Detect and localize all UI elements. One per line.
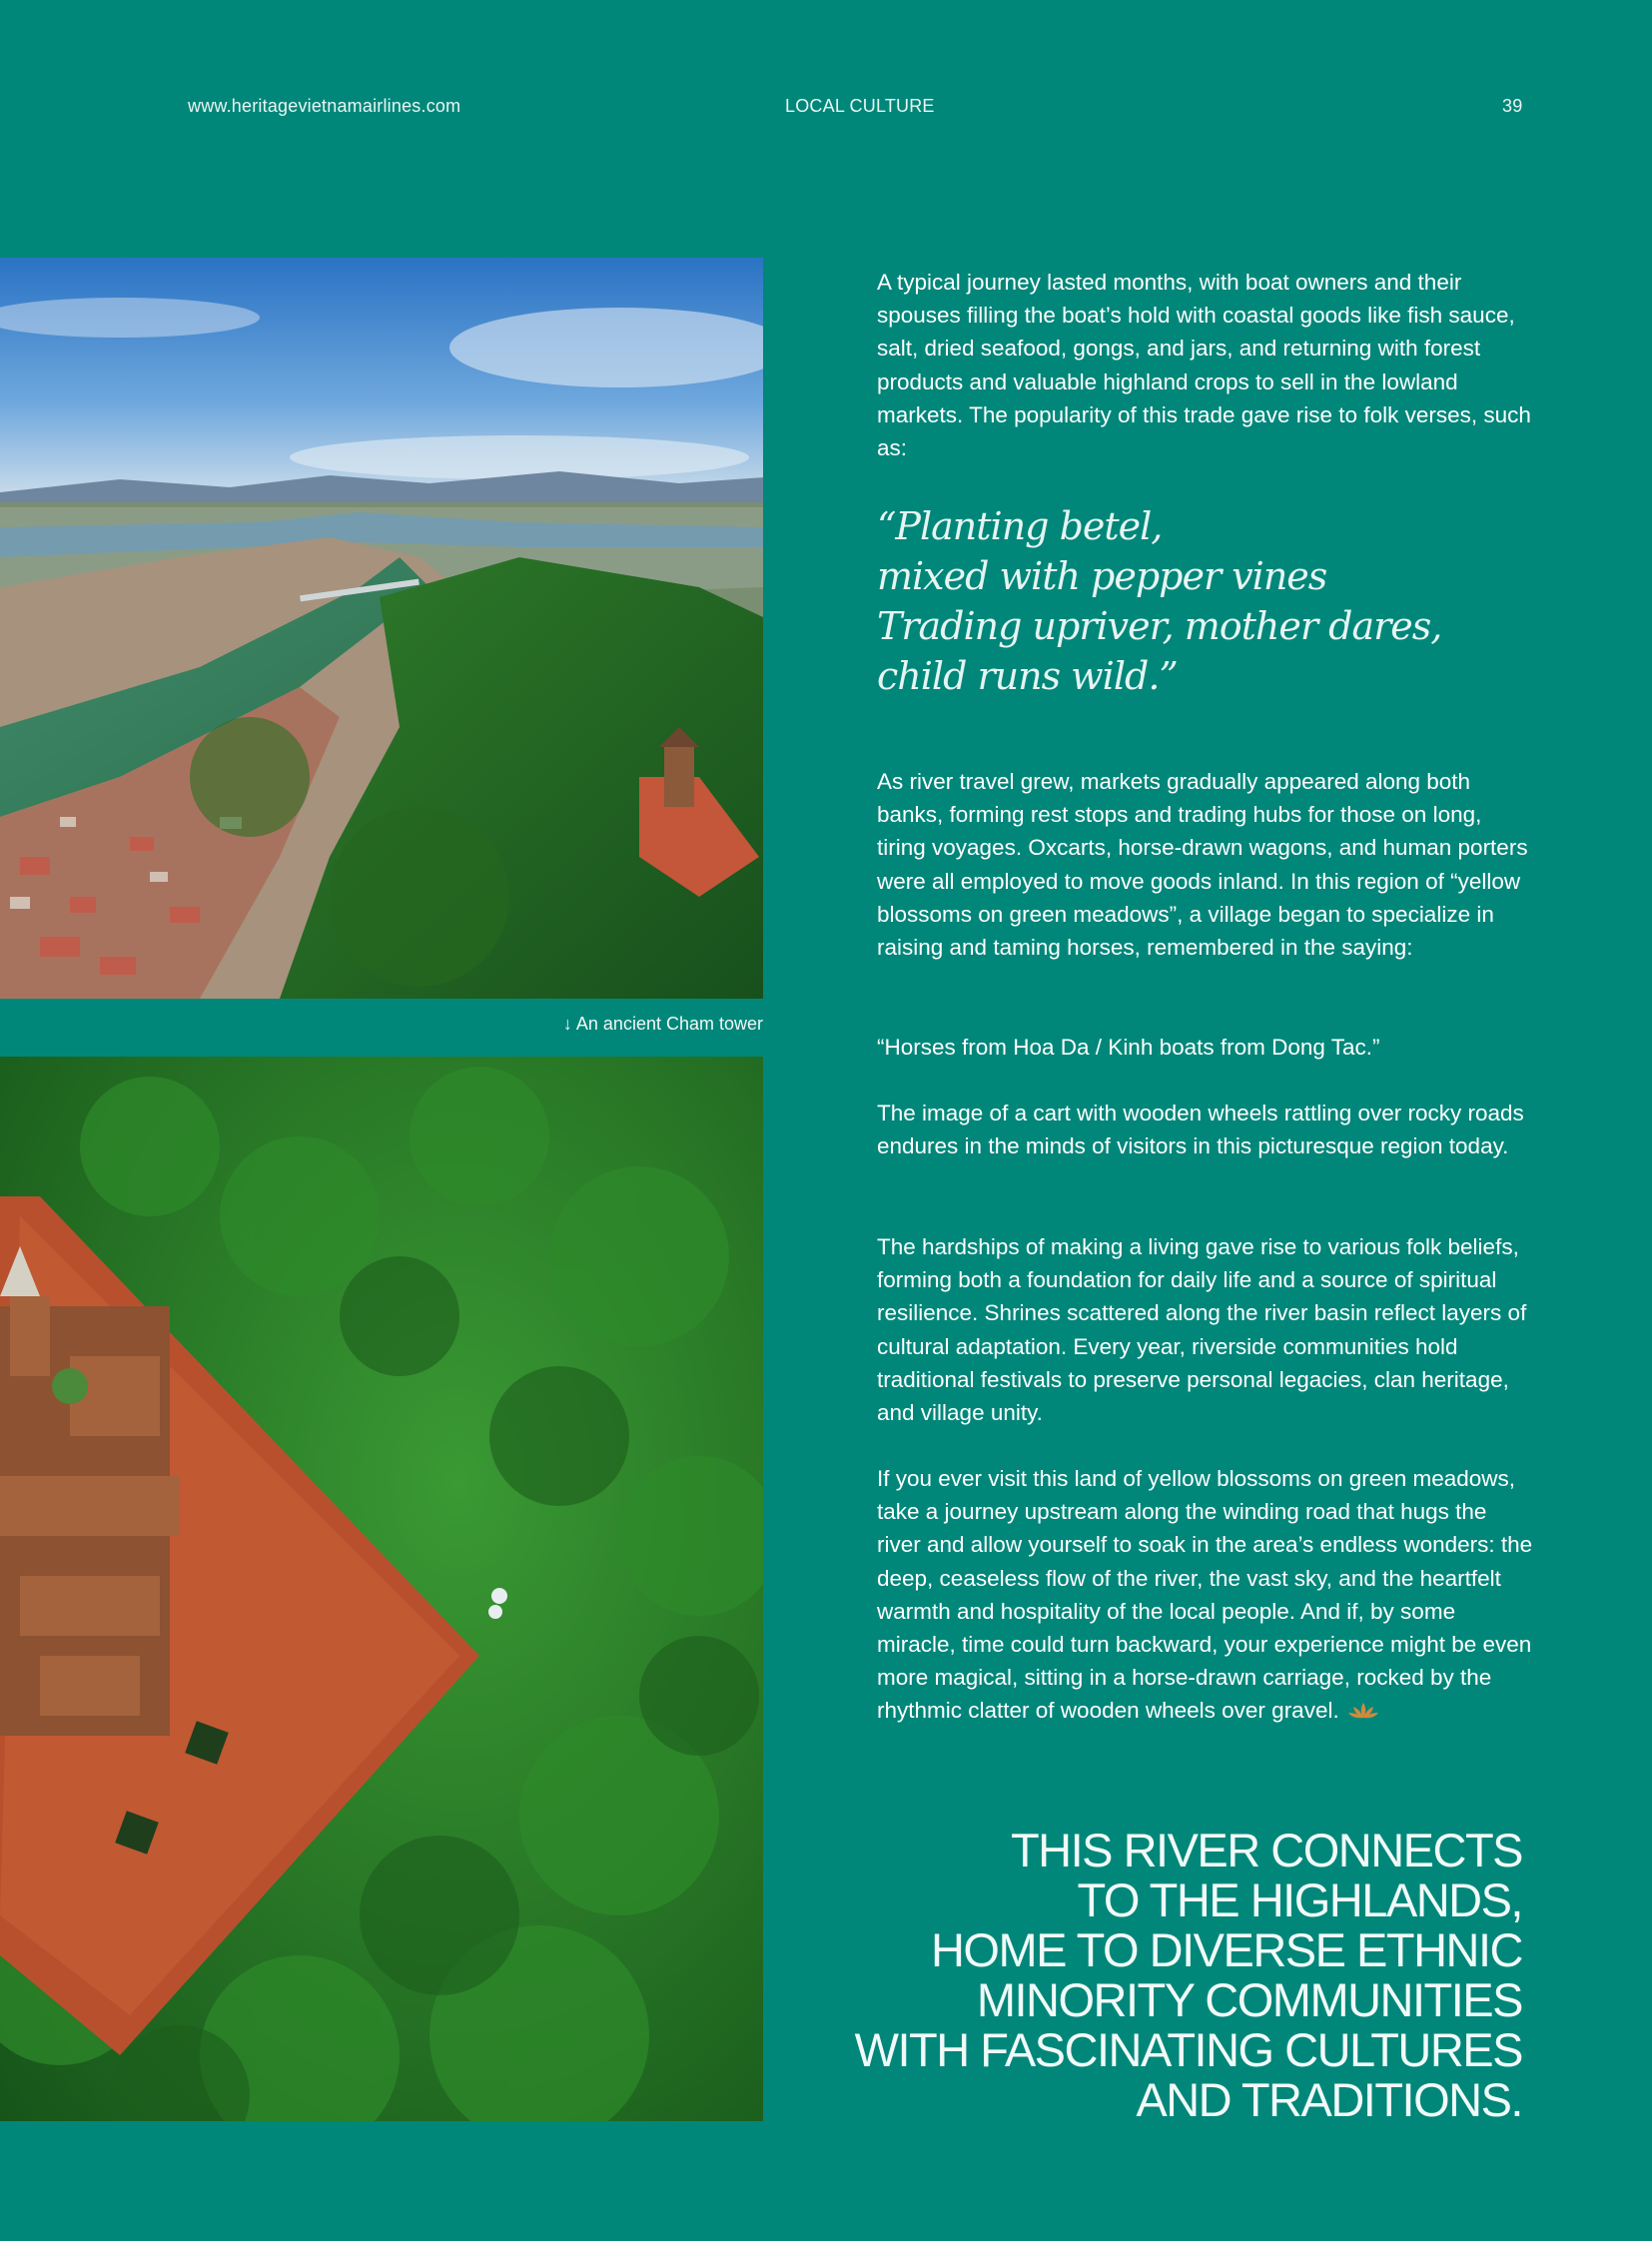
pull-quote-line: AND TRADITIONS. (1136, 2073, 1522, 2126)
photo-caption (563, 1014, 763, 1035)
arrow-down-icon: ↓ (562, 1014, 572, 1034)
cham-tower-photo (0, 1057, 763, 2121)
pull-quote-line: HOME TO DIVERSE ETHNIC (930, 1923, 1522, 1976)
verse-line: mixed with pepper vines (877, 554, 1327, 598)
pull-quote-line: TO THE HIGHLANDS, (1077, 1873, 1522, 1926)
pull-quote-line: THIS RIVER CONNECTS (1010, 1824, 1522, 1876)
aerial-river-photo (0, 258, 763, 999)
caption-text: An ancient Cham tower (575, 1014, 763, 1034)
folk-verse (877, 501, 1536, 701)
verse-line: child runs wild.” (877, 654, 1178, 698)
paragraph-visit-text: If you ever visit this land of yellow blossoms on green meadows, take a journey upstream along the winding road that hugs the river and allow yourself to soak in the area’s endless wonders: the deep, ceaseless flow of the river, the vast sky, and the heartfelt warmth and hospitality of the local people. And if, by some miracle, time could turn backward, your experience might be even more magical, sitting in a horse-drawn carriage, rocked by the rhythmic clatter of wooden wheels over gravel. (877, 1466, 1533, 1724)
paragraph-journey: A typical journey lasted months, with boat owners and their spouses filling the boat’s hold with coastal goods like fish sauce, salt, dried seafood, gongs, and jars, and returning with forest products and valuable highland crops to sell in the lowland markets. The popularity of this trade gave rise to folk verses, such as: (877, 270, 1531, 461)
page-number: 39 (1502, 96, 1523, 116)
header-section: LOCAL CULTURE (785, 96, 935, 116)
verse-line: “Planting betel, (877, 504, 1163, 548)
verse-line: Trading upriver, mother dares, (877, 604, 1442, 648)
pull-quote-line: WITH FASCINATING CULTURES (854, 2023, 1522, 2076)
pull-quote (703, 1826, 1522, 2125)
paragraph-saying: “Horses from Hoa Da / Kinh boats from Dong Tac.” (877, 1035, 1380, 1060)
paragraph-cart: The image of a cart with wooden wheels rattling over rocky roads endures in the minds of visitors in this picturesque region today. (877, 1101, 1524, 1159)
lotus-icon (1347, 1701, 1379, 1721)
paragraph-markets: As river travel grew, markets gradually appeared along both banks, forming rest stops and trading hubs for those on long, tiring voyages. Oxcarts, horse-drawn wagons, and human porters were all employed to move goods inland. In this region of “yellow blossoms on green meadows”, a village began to specialize in raising and taming horses, remembered in the saying: (877, 769, 1528, 961)
header-url[interactable]: www.heritagevietnamairlines.com (188, 96, 461, 116)
paragraph-visit (877, 1462, 1536, 1728)
paragraph-beliefs: The hardships of making a living gave rise to various folk beliefs, forming both a foundation for daily life and a source of spiritual resilience. Shrines scattered along the river basin reflect layers of cultural adaptation. Every year, riverside communities hold traditional festivals to preserve personal legacies, clan heritage, and village unity. (877, 1234, 1527, 1426)
pull-quote-line: MINORITY COMMUNITIES (976, 1973, 1522, 2026)
